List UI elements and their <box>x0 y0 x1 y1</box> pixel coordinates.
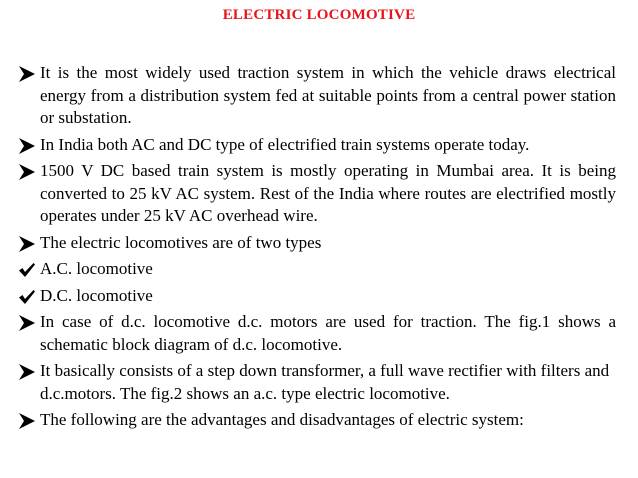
bullet-text: It is the most widely used traction system in which the vehicle draws electrical energy from a distribution system fed at suitable points from a central power station or substation. <box>40 63 616 127</box>
bullet-text: The following are the advantages and disadvantages of electric system: <box>40 410 524 429</box>
arrow-bullet-icon <box>18 412 36 430</box>
bullet-text: It basically consists of a step down transformer, a full wave rectifier with filters and d.c.motors. The fig.2 shows an a.c. type electric locomotive. <box>40 361 610 403</box>
arrow-bullet-icon <box>18 137 36 155</box>
bullet-item <box>18 409 616 432</box>
arrow-bullet-icon <box>18 363 36 381</box>
arrow-bullet-icon <box>18 163 36 181</box>
arrow-bullet-icon <box>18 314 36 332</box>
bullet-item <box>18 134 616 157</box>
bullet-text: The electric locomotives are of two types <box>40 232 322 252</box>
bullet-item <box>18 311 616 356</box>
bullet-text: In case of d.c. locomotive d.c. motors are used for traction. The fig.1 shows a schematic block diagram of d.c. locomotive. <box>40 312 616 354</box>
slide-title: ELECTRIC LOCOMOTIVE <box>222 7 416 23</box>
bullet-list <box>18 62 616 436</box>
arrow-bullet-icon <box>18 235 36 253</box>
bullet-text: A.C. locomotive <box>40 259 153 278</box>
bullet-text: In India both AC and DC type of electrified train systems operate today. <box>40 134 530 154</box>
bullet-text: 1500 V DC based train system is mostly operating in Mumbai area. It is being converted to 25 kV AC system. Rest of the India where routes are electrified mostly operates under 25 kV AC overhead wire. <box>40 161 616 225</box>
bullet-item <box>18 62 616 130</box>
checkmark-bullet-icon <box>18 288 36 306</box>
bullet-text: D.C. locomotive <box>40 285 153 305</box>
bullet-item <box>18 285 616 308</box>
arrow-bullet-icon <box>18 65 36 83</box>
bullet-item <box>18 258 616 281</box>
bullet-item <box>18 160 616 228</box>
bullet-item <box>18 360 616 405</box>
bullet-item <box>18 232 616 255</box>
checkmark-bullet-icon <box>18 261 36 279</box>
